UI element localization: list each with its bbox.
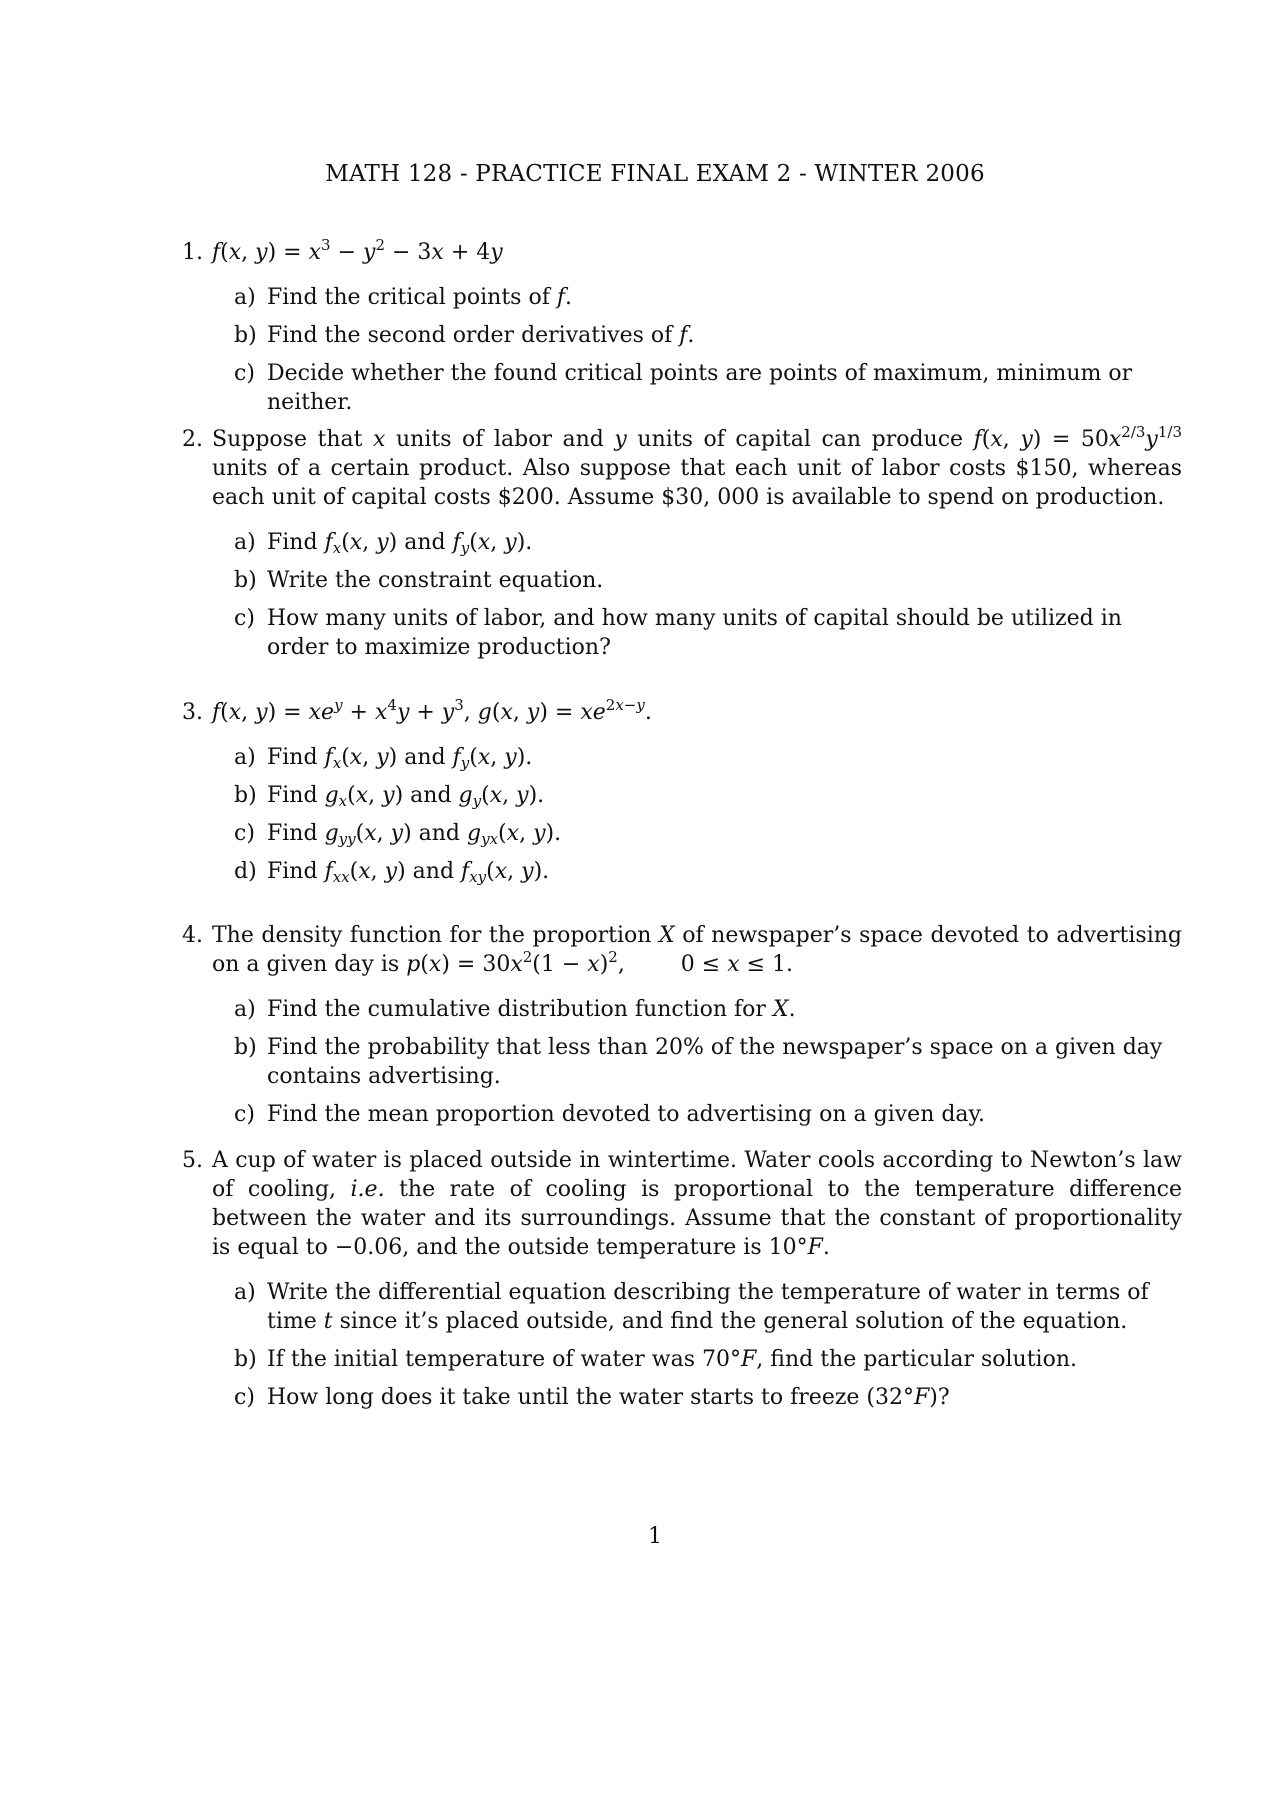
problem-statement: f(x, $y) = xe^y + x^4y + y^3$, g(x, $y) = xe^{2x-y}$. <box>212 696 652 725</box>
subpart-c: c) Find $g_{yy}(x$, y) and $g_{yx}(x$, y). <box>234 821 562 848</box>
subpart-c: c) Find the mean proportion devoted to advertising on a given day. <box>234 1102 986 1127</box>
subpart-b: b) Find the second order derivatives of f. <box>234 323 695 348</box>
subpart-c: c) How long does it take until the water starts to freeze (32°F)? <box>234 1385 950 1410</box>
problem-3 <box>182 698 1182 895</box>
problem-number: 5. <box>182 1148 203 1173</box>
subpart-c: c) Decide whether the found critical points are points of maximum, minimum or neither. <box>234 361 1133 415</box>
subpart-text: Find the second order derivatives of <box>267 323 673 348</box>
page-title: MATH 128 - PRACTICE FINAL EXAM 2 - WINTER 2006 <box>325 161 985 187</box>
subpart-b: b) If the initial temperature of water was 70°F, find the particular solution. <box>234 1347 1077 1372</box>
problem-2 <box>182 425 1182 671</box>
problem-statement: f(x, $y) = x^3 - y^2 - 3x + 4y$ <box>212 236 503 265</box>
subpart-a: a) Write the differential equation describing the temperature of water in terms of time t since it’s placed outside, and find the general solution of the equation. <box>234 1280 1149 1334</box>
subpart-text: Find the critical points of <box>267 285 550 310</box>
subpart-a: a) Find $f_x(x$, y) and $f_y(x$, y). <box>234 530 533 557</box>
subparts <box>234 1278 1182 1412</box>
problem-number: 3. <box>182 700 203 725</box>
subparts <box>234 995 1182 1129</box>
problem-statement: The density function for the proportion X of newspaper’s space devoted to advertising on a given day is $p(x) = 30x^2(1 - x)^2$, 0 ≤ x ≤ 1. <box>212 923 1182 977</box>
problem-5 <box>182 1146 1182 1421</box>
problem-statement: Suppose that x units of labor and y units of capital can produce f(x, $y) = 50x^{2/3}y^{1/3}$ units of a certain product. Also suppose that each unit of labor costs $150, whereas each unit of capital costs $200. Assume $30, 000 is available to spend on production. <box>212 423 1182 510</box>
subpart-a: a) Find $f_x(x$, y) and $f_y(x$, y). <box>234 745 533 772</box>
subparts <box>234 283 1182 417</box>
subparts <box>234 743 1182 886</box>
subpart-d: d) Find $f_{xx}(x$, y) and $f_{xy}(x$, y). <box>234 859 550 886</box>
subpart-a: a) Find the cumulative distribution function for X. <box>234 997 796 1022</box>
subpart-text: Decide whether the found critical points are points of maximum, minimum or neither. <box>267 361 1133 415</box>
problem-4 <box>182 921 1182 1138</box>
subpart-b: b) Find the probability that less than 20% of the newspaper’s space on a given day contains advertising. <box>234 1035 1163 1089</box>
problem-number: 2. <box>182 427 203 452</box>
subpart-c: c) How many units of labor, and how many units of capital should be utilized in order to maximize production? <box>234 606 1122 660</box>
page-number: 1 <box>648 1524 662 1549</box>
subpart-a: a) Find the critical points of f. <box>234 285 572 310</box>
problem-number: 4. <box>182 923 203 948</box>
subparts <box>234 528 1182 662</box>
problem-number: 1. <box>182 240 203 265</box>
problem-1 <box>182 238 1182 426</box>
subpart-b: b) Find $g_x(x$, y) and $g_y(x$, y). <box>234 783 545 810</box>
subpart-b: b) Write the constraint equation. <box>234 568 604 593</box>
problem-statement: A cup of water is placed outside in wintertime. Water cools according to Newton’s law of cooling, i.e. the rate of cooling is proportional to the temperature difference between the water and its surroundings. Assume that the constant of proportionality is equal to −0.06, and the outside temperature is 10°F. <box>212 1148 1182 1260</box>
